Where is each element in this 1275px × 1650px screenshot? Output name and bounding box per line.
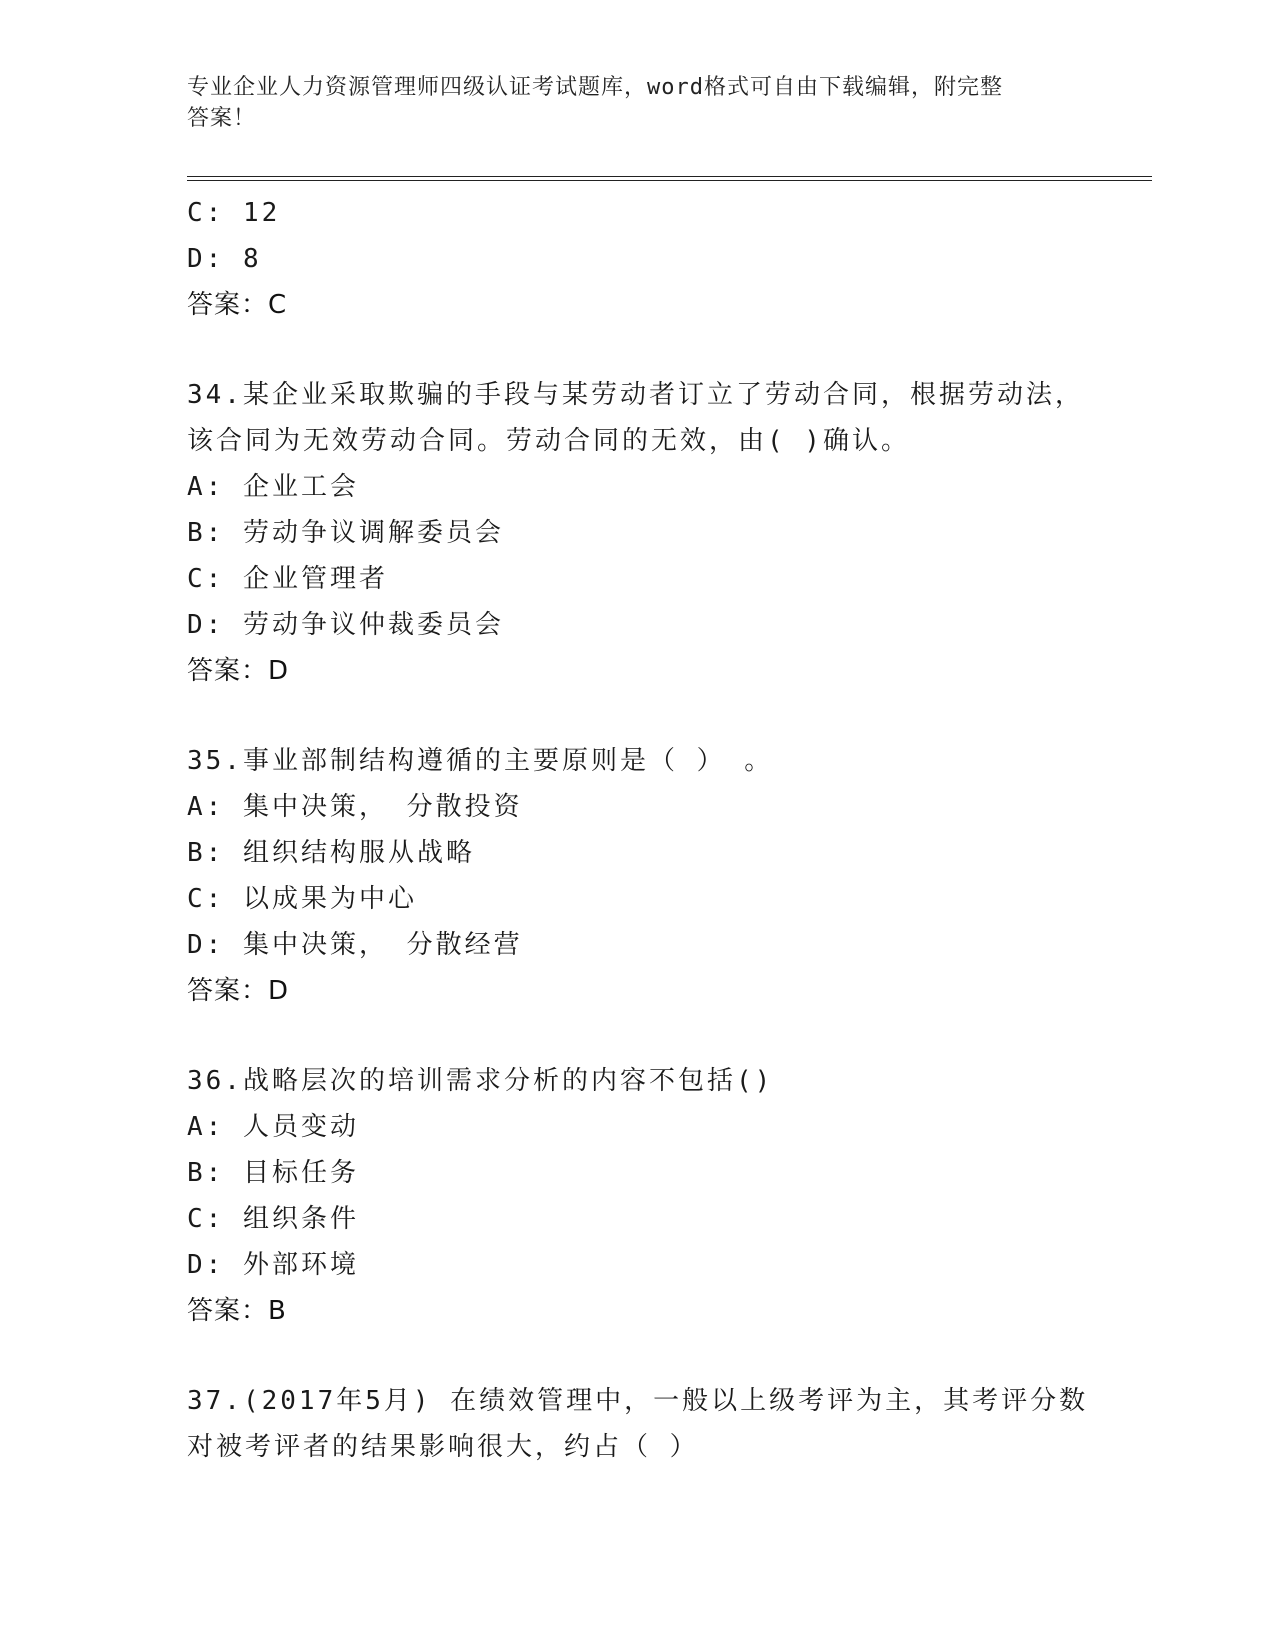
option-a: A: 集中决策， 分散投资	[187, 792, 523, 822]
option-d: D: 集中决策， 分散经营	[187, 930, 523, 960]
document-header	[187, 72, 1067, 134]
header-divider	[187, 176, 1152, 181]
option-c: C: 12	[187, 198, 281, 228]
answer-label: 答案：B	[187, 1296, 287, 1326]
answer-label: 答案：D	[187, 656, 290, 686]
question-text-line-1: 35.事业部制结构遵循的主要原则是（ ） 。	[187, 746, 774, 776]
question-36	[187, 1058, 1087, 1334]
question-text-line-2: 该合同为无效劳动合同。劳动合同的无效，由( )确认。	[187, 426, 910, 456]
option-d: D: 8	[187, 244, 262, 274]
question-text-line-1: 36.战略层次的培训需求分析的内容不包括()	[187, 1066, 774, 1096]
header-line-2: 答案！	[187, 106, 257, 131]
option-c: C: 以成果为中心	[187, 884, 417, 914]
option-d: D: 劳动争议仲裁委员会	[187, 610, 504, 640]
option-a: A: 人员变动	[187, 1112, 359, 1142]
header-line-1: 专业企业人力资源管理师四级认证考试题库，word格式可自由下载编辑，附完整	[187, 75, 1003, 100]
option-c: C: 组织条件	[187, 1204, 359, 1234]
option-c: C: 企业管理者	[187, 564, 388, 594]
option-b: B: 组织结构服从战略	[187, 838, 475, 868]
question-text-line-1: 34.某企业采取欺骗的手段与某劳动者订立了劳动合同，根据劳动法，	[187, 380, 1084, 410]
answer-label: 答案：C	[187, 290, 288, 320]
option-b: B: 目标任务	[187, 1158, 359, 1188]
option-b: B: 劳动争议调解委员会	[187, 518, 504, 548]
question-list	[187, 190, 1087, 1470]
option-d: D: 外部环境	[187, 1250, 359, 1280]
previous-question-tail	[187, 190, 1087, 328]
answer-label: 答案：D	[187, 976, 290, 1006]
option-a: A: 企业工会	[187, 472, 359, 502]
question-34	[187, 372, 1087, 694]
question-text-line-2: 对被考评者的结果影响很大，约占（ ）	[187, 1432, 699, 1462]
question-35	[187, 738, 1087, 1014]
question-text-line-1: 37.(2017年5月) 在绩效管理中，一般以上级考评为主，其考评分数	[187, 1386, 1089, 1416]
question-37	[187, 1378, 1087, 1470]
